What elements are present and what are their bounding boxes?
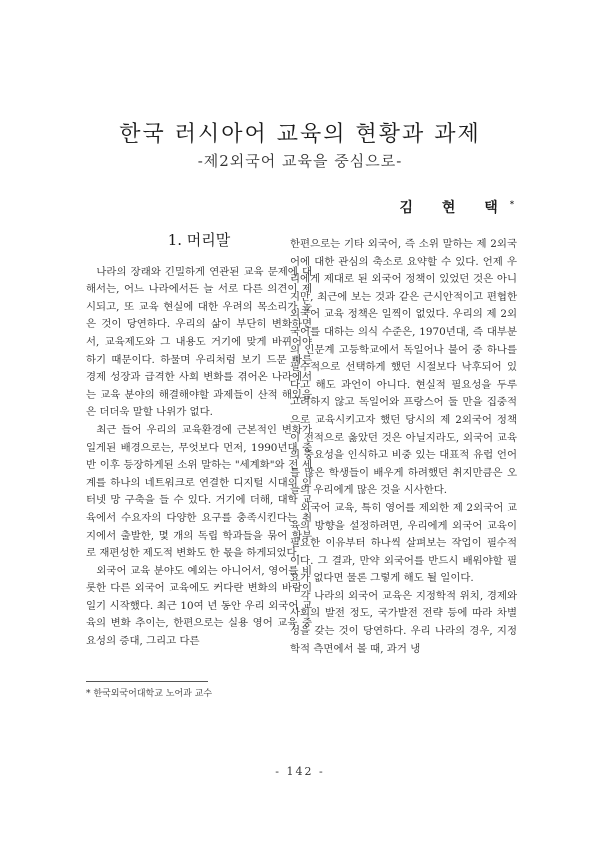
paper-title: 한국 러시아어 교육의 현황과 과제 xyxy=(119,122,481,147)
footnote: * 한국외국어대학교 노어과 교수 xyxy=(86,689,213,699)
left-column xyxy=(86,232,312,651)
body-paragraph: 각 나라의 외국어 교육은 지정학적 위치, 경제와 사회의 발전 정도, 국가발전 전략 등에 따라 차별성을 갖는 것이 당연하다. 우리 나라의 경우, 지정학적 측면에서 볼 때, 과거 냉 xyxy=(290,589,517,655)
body-paragraph: 나라의 장래와 긴밀하게 연관된 교육 문제에 대해서는, 어느 나라에서든 늘 서로 다른 의견이 제시되고, 또 교육 현실에 대한 우려의 목소리가 높은 것이 당연하다. 우리의 삶이 부단히 변화하면서, 교육제도와 그 내용도 거기에 맞게 바뀌어야 하기 때문이다. 하물며 우리처럼 보기 드문 빠른 경제 성장과 급격한 사회 변화를 겪어온 나라에서는 교육 분야의 해결해야할 과제들이 산적 해있음은 더더욱 말할 나위가 없다. xyxy=(86,265,312,419)
author-name xyxy=(399,197,514,217)
footnote-divider xyxy=(86,681,208,682)
body-paragraph: 한편으로는 기타 외국어, 즉 소위 말하는 제 2외국어에 대한 관심의 축소로 요약할 수 있다. 언제 우리에게 제대로 된 외국어 정책이 있었던 것은 아니지만, 최근에 보는 것과 같은 근시안적이고 편협한 외국어 교육 정책은 일찍이 없었다. 우리의 제 2외국어를 대하는 의식 수준은, 1970년대, 즉 대부분의 인문계 고등학교에서 독일어나 불어 중 하나를 필수적으로 선택하게 했던 시절보다 낙후되어 있다고 해도 과언이 아니다. 현실적 필요성을 두루 고려하지 않고 독일어와 프랑스어 둘 만을 집중적으로 교육시키고자 했던 당시의 제 2외국어 정책이 전적으로 옳았던 것은 아닐지라도, 외국어 교육의 중요성을 인식하고 비중 있는 대표적 유럽 언어를 많은 학생들이 배우게 하려했던 취지만큼은 오늘의 우리에게 많은 것을 시사한다. xyxy=(290,238,517,497)
body-paragraph: 외국어 교육 분야도 예외는 아니어서, 영어를 비롯한 다른 외국어 교육에도 커다란 변화의 바람이 일기 시작했다. 최근 10여 년 동안 우리 외국어 교육의 변화 추이는, 한편으로는 실용 영어 교육 중요성의 증대, 그리고 다른 xyxy=(86,564,312,648)
body-paragraph: 외국어 교육, 특히 영어를 제외한 제 2외국어 교육의 방향을 설정하려면, 우리에게 외국어 교육이 필요한 이유부터 하나씩 살펴보는 작업이 필수적이다. 그 결과, 만약 외국어를 반드시 배워야할 필요가 없다면 물론 그렇게 해도 될 일이다. xyxy=(290,501,517,585)
author-name-text: 김 현 택 xyxy=(399,200,510,216)
author-footnote-mark: * xyxy=(509,198,514,209)
paper-subtitle: -제2외국어 교육을 중심으로- xyxy=(197,152,403,170)
right-column xyxy=(290,236,517,658)
page-number: - 142 - xyxy=(275,765,325,778)
section-heading: 1. 머리말 xyxy=(167,231,231,249)
body-paragraph: 최근 들어 우리의 교육환경에 근본적인 변화가 일게된 배경으로는, 무엇보다 먼저, 1990년대 중반 이후 등장하게된 소위 말하는 "세계화"와 전 세계를 하나의 네트워크로 연결한 디지털 시대의 인터넷 망 구축을 들 수 있다. 거기에 더해, 대학 교육에서 수요자의 다양한 요구를 충족시킨다는 취지에서 출발한, 몇 개의 독립 학과들을 묶어 학부로 재편성한 제도적 변화도 한 몫을 하게되었다. xyxy=(86,423,312,560)
